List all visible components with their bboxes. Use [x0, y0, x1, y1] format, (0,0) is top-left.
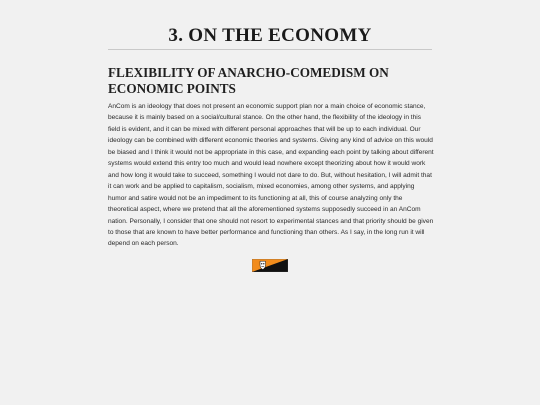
title-divider	[108, 49, 432, 50]
page-title: 3. ON THE ECONOMY	[168, 25, 372, 46]
section-paragraph: AnCom is an ideology that does not present an economic support plan nor a main choice of economic stance, because it is mainly based on a social/cultural stance. On the other hand, the flexibility of the ideology in this field is evident, and it can be mixed with different personal approaches that will be up to each individual. Our ideology can be combined with different economic theories and systems. Giving any kind of advice on this would be biased and I think it would not be appropriate in this case, and expanding each point by talking about different systems would extend this entry too much and would lead nowhere except theorizing about how it would work and how long it would take to succeed, something I would not dare to do. But, without hesitation, I will admit that it can work and be applied to capitalism, socialism, mixed economies, among other systems, and applying humor and satire would not be an impediment to its functioning at all, this of course analyzing only the theoretical aspect, where we pretend that all the aforementioned systems supposedly succeed in an AnCom nation. Personally, I consider that one should not resort to experimental stances and that priority should be given to those that are known to have better performance and functioning than others. As I say, in the long run it will depend on each person.	[108, 103, 434, 248]
ancom-flag-icon	[252, 259, 288, 272]
section-heading: FLEXIBILITY OF ANARCHO-COMEDISM ON ECONOMIC POINTS	[108, 65, 389, 96]
mask-emblem	[260, 261, 266, 269]
